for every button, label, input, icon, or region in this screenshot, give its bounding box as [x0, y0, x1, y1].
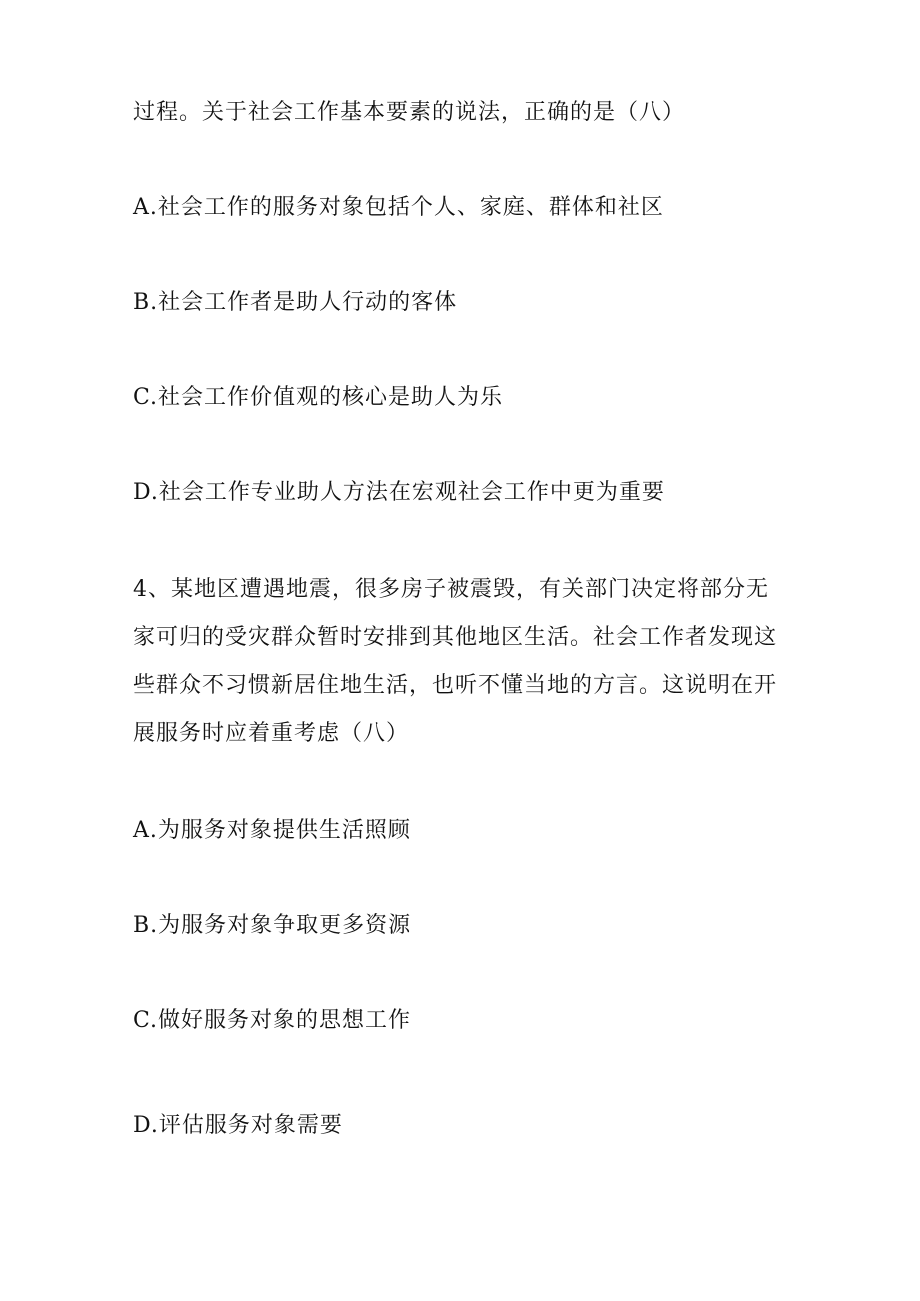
- question-4-stem: 4、某地区遭遇地震，很多房子被震毁，有关部门决定将部分无家可归的受灾群众暂时安排到其他地区生活。社会工作者发现这些群众不习惯新居住地生活，也听不懂当地的方言。这说明在开展服务时应着重考虑（八）: [133, 577, 778, 746]
- question-4-option-b: B.为服务对象争取更多资源: [133, 913, 412, 938]
- question-3-stem: 过程。关于社会工作基本要素的说法，正确的是（八）: [133, 100, 686, 125]
- question-3-option-a: A.社会工作的服务对象包括个人、家庭、群体和社区: [133, 195, 664, 220]
- question-4-option-d: D.评估服务对象需要: [133, 1113, 343, 1138]
- question-4-option-a: A.为服务对象提供生活照顾: [133, 818, 411, 843]
- question-3-option-c: C.社会工作价值观的核心是助人为乐: [133, 385, 504, 410]
- question-3-option-d: D.社会工作专业助人方法在宏观社会工作中更为重要: [133, 480, 665, 505]
- question-4-option-c: C.做好服务对象的思想工作: [133, 1008, 412, 1033]
- question-3-option-b: B.社会工作者是助人行动的客体: [133, 290, 458, 315]
